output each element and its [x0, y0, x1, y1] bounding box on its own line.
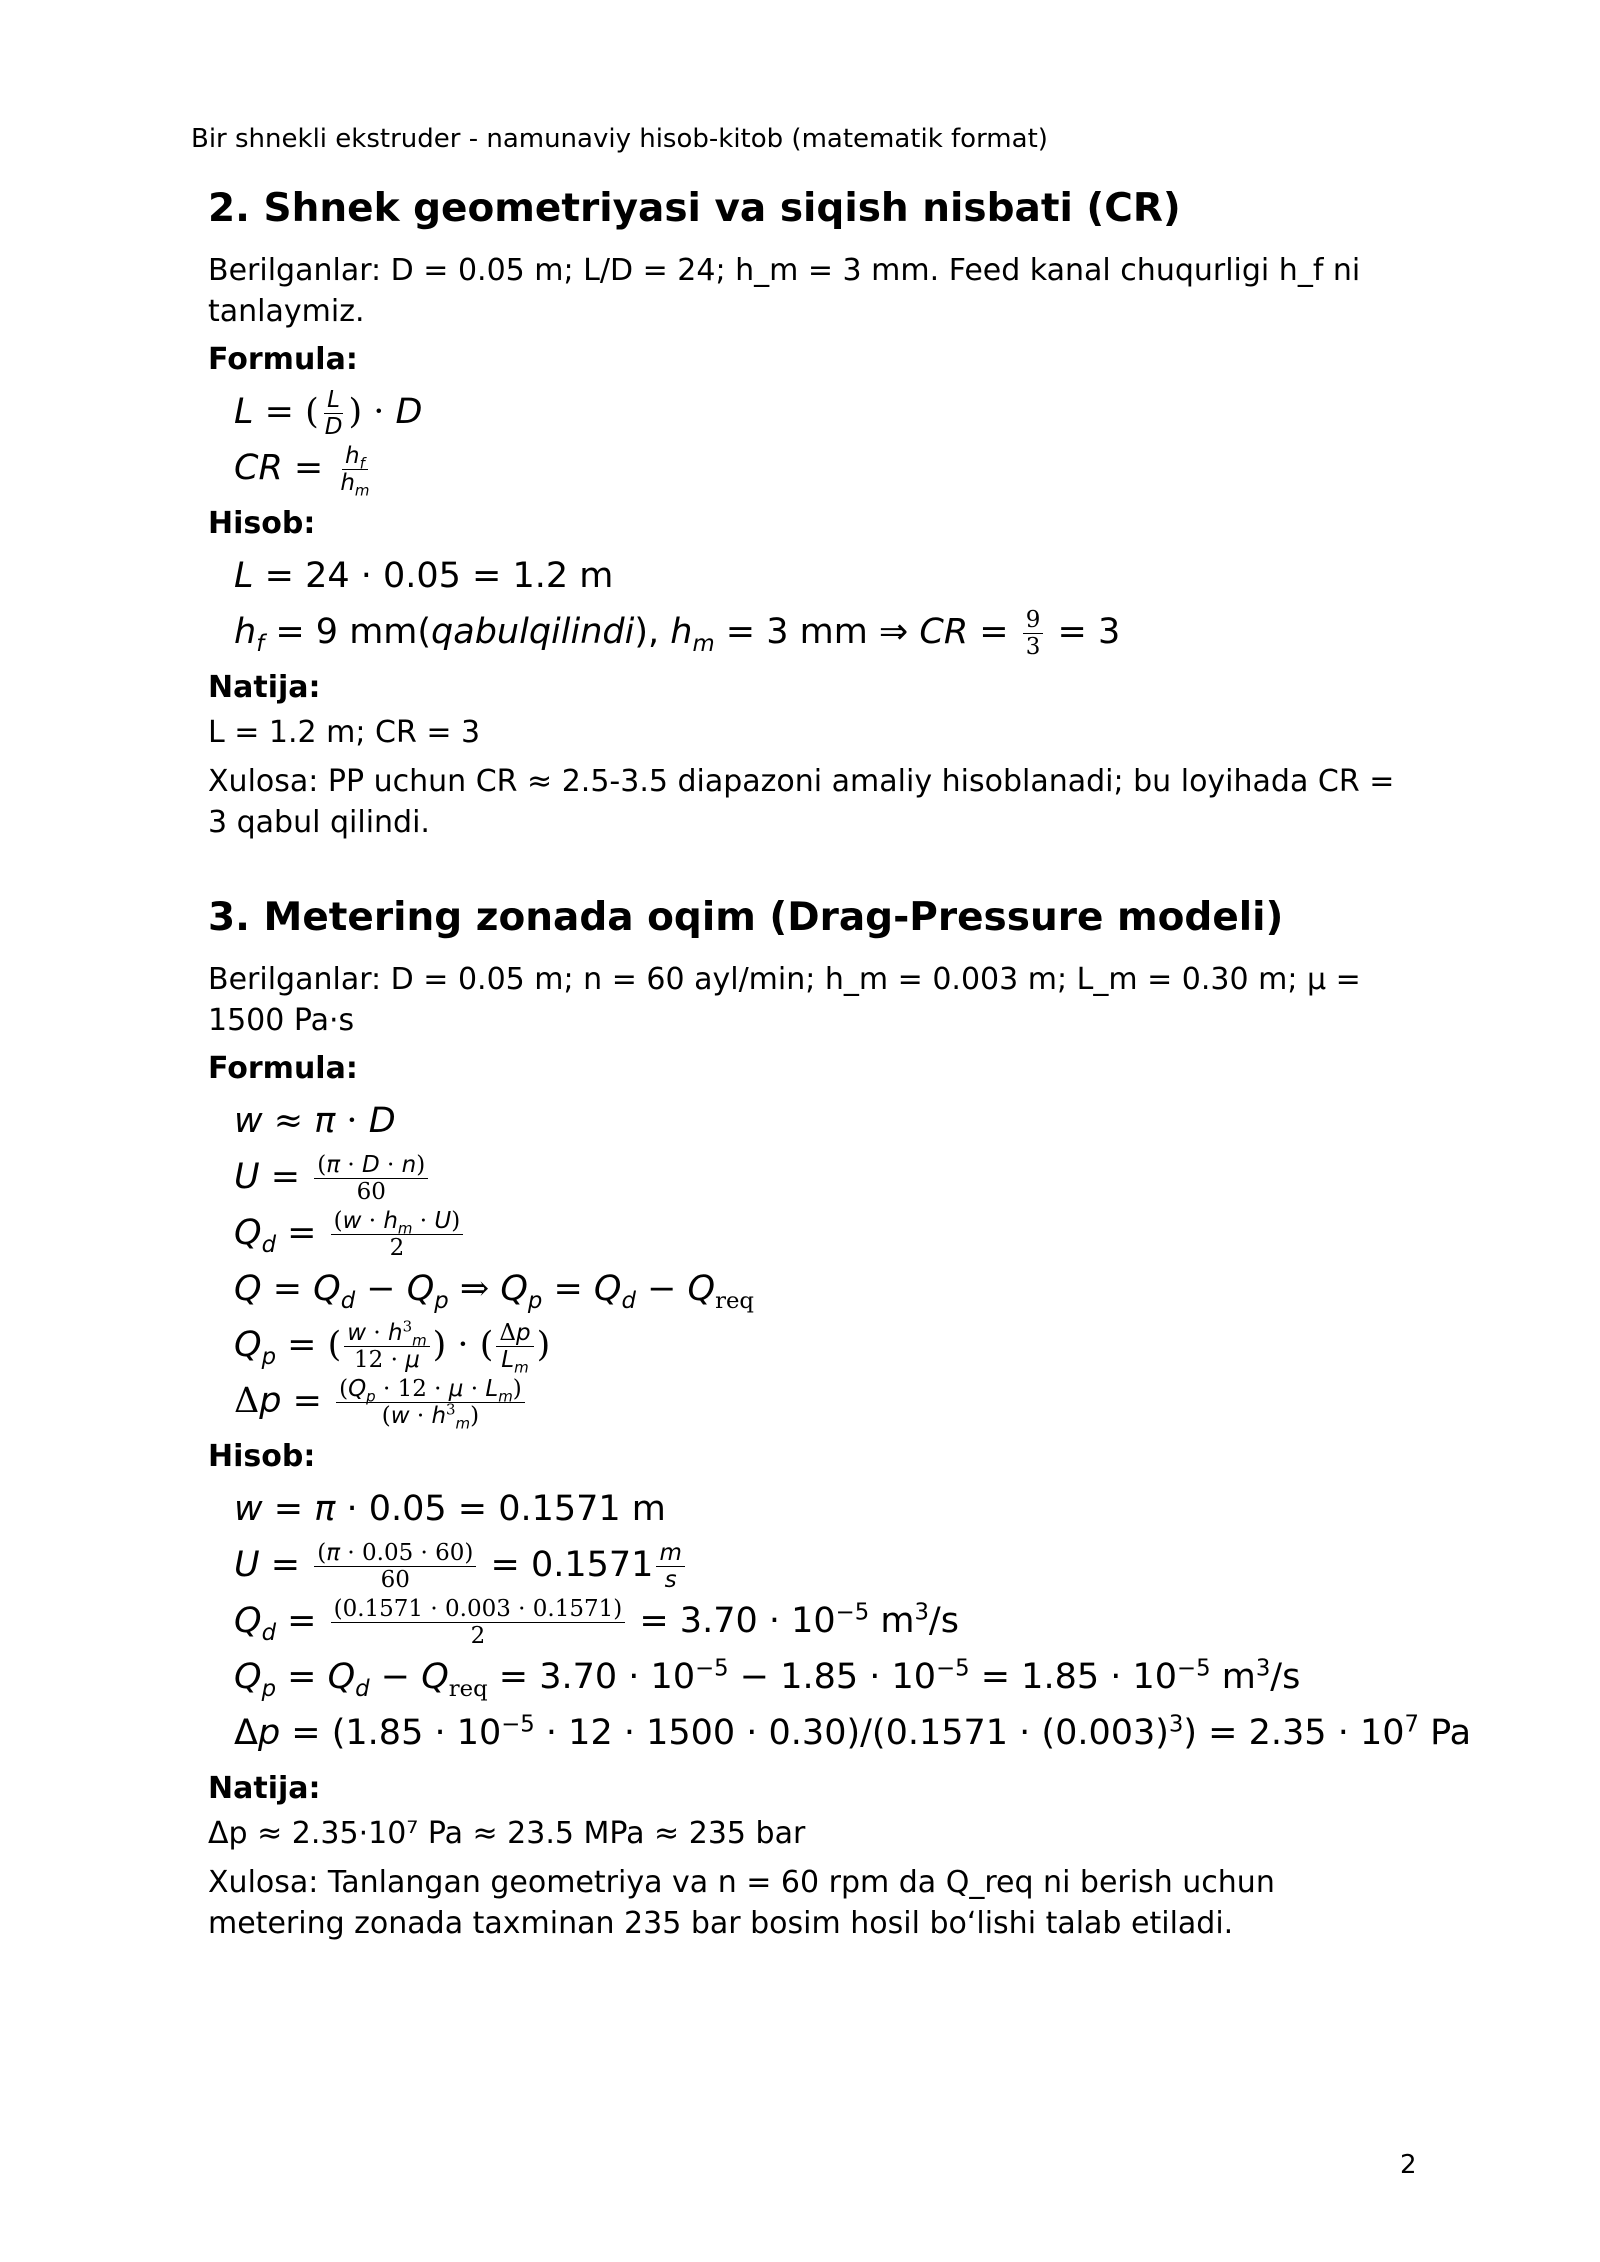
equation-length-formula: L = ( $\frac{L}{D}$ ) · D: [234, 387, 423, 440]
equation-width-calc: w = π · 0.05 = 0.1571 m: [234, 1489, 666, 1529]
section-3-heading: 3. Metering zonada oqim (Drag-Pressure modeli): [208, 895, 1284, 940]
equation-velocity-calc: U = $\frac{(\pi \cdot 0.05 \cdot 60)}{60}$ = 0.1571 $\frac{m}{s}$: [208, 1537, 1418, 1593]
section-3-hisob-label: Hisob:: [208, 1439, 316, 1474]
equation-velocity-formula: U = $\frac{(\pi \cdot D \cdot n)}{60}$: [208, 1149, 1418, 1205]
equation-flow-balance: $Q = Q_d - Q_p$ ⇒ $Q_p = Q_d - Q_{req}$: [234, 1269, 754, 1314]
equation-cr-calc: $h_f = 9$ mm(qabulqilindi), $h_m = 3$ mm ⇒ CR = $\frac{9}{3}$ = 3: [234, 607, 1121, 660]
equation-cr-formula: CR = $\frac{h_f}{h_m}$: [234, 443, 370, 500]
section-2-hisob-label: Hisob:: [208, 506, 316, 541]
section-3-given: Berilganlar: D = 0.05 m; n = 60 ayl/min; h_m = 0.003 m; L_m = 0.30 m; μ = 1500 Pa·s: [208, 962, 1361, 1038]
section-3-formula-label: Formula:: [208, 1051, 358, 1086]
page-content: [208, 184, 1472, 1952]
section-2-given: Berilganlar: D = 0.05 m; L/D = 24; h_m = 3 mm. Feed kanal chuqurligi h_f ni tanlaymiz.: [208, 253, 1361, 329]
section-3-natija-label: Natija:: [208, 1771, 321, 1806]
page-number: 2: [1400, 2150, 1417, 2180]
section-2-natija-label: Natija:: [208, 670, 321, 705]
section-2-heading: 2. Shnek geometriyasi va siqish nisbati (CR): [208, 186, 1181, 231]
section-2-formula-label: Formula:: [208, 342, 358, 377]
section-2-result: L = 1.2 m; CR = 3: [208, 715, 481, 750]
equation-pressure-flow-formula: $Q_p$ = ( $\frac{w \cdot h^3_m}{12 \cdot \mu}$ ) · ( $\frac{\Delta p}{L_m}$ ): [234, 1317, 551, 1377]
equation-length-calc: L = 24 · 0.05 = 1.2 m: [234, 556, 614, 596]
section-2-conclusion: Xulosa: PP uchun CR ≈ 2.5-3.5 diapazoni amaliy hisoblanadi; bu loyihada CR = 3 qabul qilindi.: [208, 764, 1395, 840]
running-header: Bir shnekli ekstruder - namunaviy hisob-kitob (matematik format): [191, 124, 1048, 154]
equation-pressure-drop-calc: $\Delta p = (1.85 \cdot 10^{-5} \cdot 12 \cdot 1500 \cdot 0.30)/(0.1571 \cdot (0.003)^3) = 2.35 \cdot 10^7$ Pa: [234, 1711, 1472, 1753]
equation-width-formula: w ≈ π · D: [234, 1101, 396, 1141]
equation-pressure-drop-formula: Δp = $\frac{(Q_p \cdot 12 \cdot \mu \cdot L_m)}{(w \cdot h^3_m)}$: [208, 1373, 1418, 1429]
equation-drag-flow-formula: $Q_d$ = $\frac{(w \cdot h_m \cdot U)}{2}$: [208, 1205, 1418, 1261]
equation-drag-flow-calc: $Q_d$ = $\frac{(0.1571 \cdot 0.003 \cdot 0.1571)}{2}$ = $3.70 \cdot 10^{-5}$ $m^3/s$: [234, 1596, 959, 1649]
calc-note: qabulqilindi: [431, 612, 635, 652]
section-3-conclusion: Xulosa: Tanlangan geometriya va n = 60 rpm da Q_req ni berish uchun metering zonada taxminan 235 bar bosim hosil bo‘lishi talab etiladi.: [208, 1865, 1275, 1941]
section-3-result: Δp ≈ 2.35·10⁷ Pa ≈ 23.5 MPa ≈ 235 bar: [208, 1816, 806, 1851]
equation-pressure-flow-calc: $Q_p = Q_d - Q_{req} = 3.70 \cdot 10^{-5} - 1.85 \cdot 10^{-5} = 1.85 \cdot 10^{-5}$ $m^3/s$: [234, 1655, 1301, 1702]
